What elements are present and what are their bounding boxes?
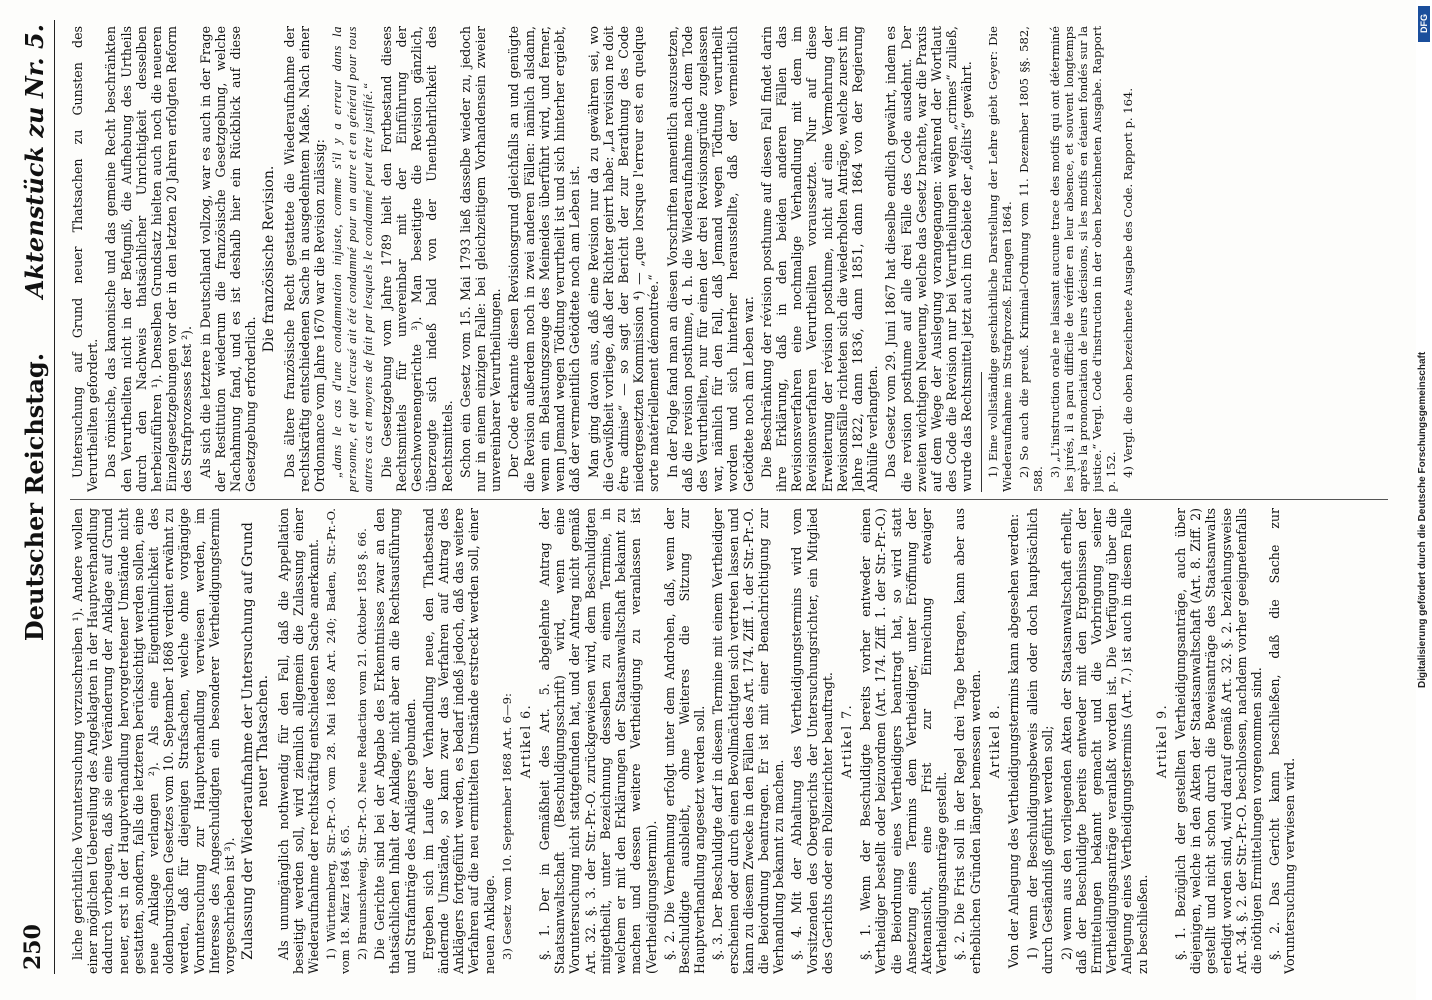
right-column bbox=[70, 26, 1388, 492]
paragraph: Die Gesetzgebung vom Jahre 1789 hielt den Fortbestand dieses Rechtsmittels für unvereinbar mit der Einführung der Geschworenengerichte ³). Man beseitigte die Revision gänzlich, überzeugte sich indeß bald von der Unentbehrlichkeit des Rechtsmittels. bbox=[378, 26, 455, 492]
section-subheading: Zulassung der Wiederaufnahme der Untersuchung auf Grund neuer Thatsachen. bbox=[240, 522, 272, 960]
left-column bbox=[70, 508, 1388, 974]
article-heading: Artikel 6. bbox=[517, 703, 533, 779]
dfg-logo: DFG bbox=[1418, 6, 1430, 42]
paragraph: §. 3. Der Beschuldigte darf in diesem Termine mit einem Vertheidiger erscheinen oder durch einen Bevollmächtigten sich vertreten lassen und kann zu diesem Zwecke in den Fällen des Art. 174. Ziff. 1. der Str.-Pr.-O. die Beiordnung beantragen. Er ist mit einer Benachrichtigung zur Verhandlung bekannt zu machen. bbox=[710, 508, 787, 974]
paragraph: Die Gerichte sind bei der Abgabe des Erkenntnisses zwar an den thatsächlichen Inhalt der Anklage, nicht aber an die Rechtsausführung und Strafanträge des Anklägers gebunden. bbox=[372, 508, 418, 974]
paragraph: Das römische, das kanonische und das gemeine Recht beschränkten den Verurtheilten nicht in der Befugniß, die Aufhebung des Urtheils durch den Nachweis thatsächlicher Unrichtigkeit desselben herbeizuführen ¹). Denselben Grundsatz hielten auch noch die neueren Einzelgesetzgebungen vor der in den letzten 20 Jahren erfolgten Reform des Strafprozesses fest ²). bbox=[103, 26, 195, 492]
paragraph: §. 4. Mit der Abhaltung des Vertheidigungstermins wird vom Vorsitzenden des Obergerichts der Untersuchungsrichter, ein Mitglied des Gerichts oder ein Polizeirichter beauftragt. bbox=[789, 508, 835, 974]
article-heading: Artikel 8. bbox=[986, 703, 1002, 779]
paragraph: 2) wenn aus den vorliegenden Akten der Staatsanwaltschaft erhellt, daß der Beschuldigte bereits entweder mit den Ergebnissen der Ermittelungen bekannt gemacht und die Vorbringung seiner Vertheidigungsanträge veranlaßt worden ist. Die Verfügung über die Anlegung eines Vertheidigungstermins (Art. 7.) ist auch in diesem Falle zu beschließen. bbox=[1058, 508, 1150, 974]
footnote-separator bbox=[981, 372, 982, 492]
footnote: 2) Braunschweig, Str.-Pr.-O. Neue Redaction vom 21. Oktober 1858 §. 66. bbox=[355, 528, 370, 960]
paragraph: Als unumgänglich nothwendig für den Fall, daß die Appellation beseitigt werden soll, wird ziemlich allgemein die Zulassung einer Wiederaufnahme der rechtskräftig entschiedenen Sache anerkannt. bbox=[275, 508, 322, 974]
paragraph: Ergeben sich im Laufe der Verhandlung neue, den Thatbestand ändernde Umstände, so kann zwar das Verfahren auf Antrag des Anklägers fortgeführt werden, es bedarf indeß jedoch, daß das weitere Verfahren auf die neu ermittelten Umstände erstreckt werden soll, einer neuen Anklage. bbox=[420, 508, 497, 974]
centered-line: Von der Anlegung des Vertheidigungstermins kann abgesehen werden: bbox=[1005, 513, 1021, 969]
paragraph: §. 2. Das Gericht kann beschließen, daß die Sache zur Voruntersuchung verwiesen wird. bbox=[1267, 508, 1298, 974]
footnote: 4) Vergl. die oben bezeichnete Ausgabe des Code. Rapport p. 164. bbox=[1120, 87, 1135, 478]
article-heading: Artikel 9. bbox=[1153, 703, 1169, 779]
paragraph: §. 1. Der in Gemäßheit des Art. 5. abgelehnte Antrag der Staatsanwaltschaft (Beschuldigungsschrift) wird, wenn eine Voruntersuchung nicht stattgefunden hat, und der Antrag nicht gemäß Art. 32. §. 3. der Str.-Pr.-O. zurückgewiesen wird, dem Beschuldigten mitgetheilt, unter Bezeichnung desselben zu einem Termine, in welchem er mit den Erklärungen der Staatsanwaltschaft bekannt zu machen und dessen weitere Vertheidigung zu veranlassen ist (Vertheidigungstermin). bbox=[537, 508, 659, 974]
section-subheading: Die französische Revision. bbox=[261, 165, 278, 353]
paragraph: Untersuchung auf Grund neuer Thatsachen zu Gunsten des Verurtheilten gefordert. bbox=[70, 26, 101, 492]
paragraph: liche gerichtliche Voruntersuchung vorzuschreiben ¹). Andere wollen einer möglichen Uebereilung des Angeklagten in der Hauptverhandlung dadurch vorbeugen, daß sie eine Veränderung der Anklage auf Grund neuer, erst in der Hauptverhandlung hervorgetretener Umstände nicht gestatten, sondern, falls die letzteren berücksichtigt werden sollen, eine neue Anklage verlangen ²). Als eine Eigenthümlichkeit des oldenburgischen Gesetzes vom 10. September 1868 verdient erwähnt zu werden, daß für diejenigen Strafsachen, welche ohne vorgängige Voruntersuchung zur Hauptverhandlung verwiesen werden, im Interesse des Angeschuldigten ein besonderer Vertheidigungstermin vorgeschrieben ist ³). bbox=[70, 508, 238, 974]
paragraph: §. 2. Die Vernehmung erfolgt unter dem Androhen, daß, wenn der Beschuldigte ausbleibt, ohne Weiteres die Sitzung zur Hauptverhandlung angesetzt werden soll. bbox=[661, 508, 708, 974]
page-number: 250 bbox=[20, 924, 46, 970]
footnote: 1) Eine vollständige geschichtliche Darstellung der Lehre giebt Geyer: Die Wiederaufnahme im Strafprozeß. Erlangen 1864. bbox=[985, 26, 1014, 492]
paragraph: 1) wenn der Beschuldigungsbeweis allein oder doch hauptsächlich durch Geständniß geführt werden soll; bbox=[1025, 508, 1056, 974]
paragraph: Als sich die letztere in Deutschland vollzog, war es auch in der Frage der Restitution wiederum die französische Gesetzgebung, welche Nachahmung fand, und es ist deshalb hier ein Rückblick auf diese Gesetzgebung erforderlich. bbox=[197, 26, 259, 492]
footnote: 3) Gesetz vom 10. September 1868 Art. 6—9: bbox=[499, 693, 514, 960]
paragraph: §. 1. Wenn der Beschuldigte bereits vorher entweder einen Vertheidiger bestellt oder beizuordnen (Art. 174. Ziff. 1. der Str.-Pr.-O.) die Beiordnung eines Vertheidigers beantragt hat, so wird statt Ansetzung eines Termins dem Vertheidiger, unter Eröffnung der Aktenansicht, eine Frist zur Einreichung etwaiger Vertheidigungsanträge gestellt. bbox=[858, 508, 950, 974]
watermark-text: Digitalisierung gefördert durch die Deutsche Forschungsgemeinschaft bbox=[1417, 351, 1428, 688]
column-divider bbox=[70, 499, 1388, 500]
paragraph: Schon ein Gesetz vom 15. Mai 1793 ließ dasselbe wieder zu, jedoch nur in einem einzigen Falle: bei gleichzeitigem Vorhandensein zweier unvereinbarer Verurtheilungen. bbox=[457, 26, 504, 492]
paragraph: Die Beschränkung der révision posthume auf diesen Fall findet darin ihre Erklärung, daß in den beiden anderen Fällen das Revisionsverfahren eine nochmalige Verhandlung mit dem im Revisionsverfahren Verurtheilten voraussetzte. Nur auf diese Erweiterung der révision posthume, nicht auf eine Vermehrung der Revisionsfälle richteten sich die wiederholten Anträge, welche zuerst im Jahre 1822, dann 1836, dann 1851, dann 1864 von der Regierung Abhülfe verlangten. bbox=[758, 26, 881, 492]
page-header bbox=[14, 20, 55, 974]
paragraph: Das Gesetz vom 29. Juni 1867 hat dieselbe endlich gewährt, indem es die revision posthume auf alle drei Fälle des Code ausdehnt. Der zweiten wichtigen Neuerung, welche das Gesetz brachte, war die Praxis auf dem Wege der Auslegung vorangegangen: während der Wortlaut des Code die Revision nur bei Verurtheilungen wegen „crimes“ zuließ, wurde das Rechtsmittel jetzt auch im Gebiete der „délits“ gewährt. bbox=[883, 26, 975, 492]
footnote: 3) „L'instruction orale ne laissant aucune trace des motifs qui ont déterminé les jurés, il a paru difficile de vérifier en leur absence, et souvent longtemps après la prononciation de leurs décisions, si les motifs en étaient fondés sur la justice.“ Vergl. Code d'instruction in der oben bezeichneten Ausgabe. Rapport p. 152. bbox=[1047, 26, 1118, 492]
paragraph: Der Code erkannte diesen Revisionsgrund gleichfalls an und genügte die Revision außerdem noch in zwei anderen Fällen: nämlich alsdann, wenn ein Belastungszeuge des Meineides überführt wird, und ferner, wenn Jemand wegen Tödtung verurtheilt ist und sich hinterher ergiebt, daß der vermeintlich Getödtete noch am Leben ist. bbox=[506, 26, 583, 492]
french-quote: „dans le cas d'une condamnation injuste, comme s'il y a erreur dans la personne, et que l'accusé ait été condamné pour un autre et en général pour tous autres cas et moyens de fait par lesquels le condamné peut être justifié.“ bbox=[330, 26, 375, 492]
paragraph: In der Folge fand man an diesen Vorschriften namentlich auszusetzen, daß die revision posthume, d. h. die Wiederaufnahme nach dem Tode des Verurtheilten, nur für einen der drei Revisionsgründe zugelassen war, nämlich für den Fall, daß Jemand wegen Tödtung verurtheilt worden und sich hinterher herausstellte, daß der vermeintlich Getödtete noch am Leben war. bbox=[664, 26, 756, 492]
running-title: Deutscher Reichstag. bbox=[20, 352, 49, 642]
article-heading: Artikel 7. bbox=[838, 703, 854, 779]
section-heading: Aktenstück zu Nr. 5. bbox=[20, 24, 49, 299]
paragraph: §. 1. Bezüglich der gestellten Vertheidigungsanträge, auch über diejenigen, welche in den Akten der Staatsanwaltschaft (Art. 8. Ziff. 2) gestellt und nicht schon durch die Beweisanträge des Staatsanwalts erledigt worden sind, wird darauf gemäß Art. 32. §. 2. beziehungsweise Art. 34. §. 2. der Str.-Pr.-O. beschlossen, nachdem vorher geeignetenfalls die nöthigen Ermittelungen vorgenommen sind. bbox=[1173, 508, 1265, 974]
footnote: 2) So auch die preuß. Kriminal-Ordnung vom 11. Dezember 1805 §§. 582, 588. bbox=[1016, 26, 1045, 492]
paragraph: Man ging davon aus, daß eine Revision nur da zu gewähren sei, wo die Gewißheit vorliege, daß der Richter geirrt habe: „La revision ne doit être admise“ — so sagt der Bericht der zur Berathung des Code niedergesetzten Kommission ⁴) — „que lorsque l'erreur est en quelque sorte matériellement démontrée.“ bbox=[585, 26, 662, 492]
paragraph: Das ältere französische Recht gestattete die Wiederaufnahme der rechtskräftig entschiedenen Sache in ausgedehntem Maße. Nach einer Ordonnance vom Jahre 1670 war die Revision zulässig: bbox=[281, 26, 328, 492]
footnote: 1) Württemberg, Str.-Pr.-O. vom 28. Mai 1868 Art. 240; Baden, Str.-Pr.-O. vom 18. März 1864 §. 65. bbox=[324, 508, 353, 974]
paragraph: §. 2. Die Frist soll in der Regel drei Tage betragen, kann aber aus erheblichen Gründen länger bemessen werden. bbox=[952, 508, 983, 974]
